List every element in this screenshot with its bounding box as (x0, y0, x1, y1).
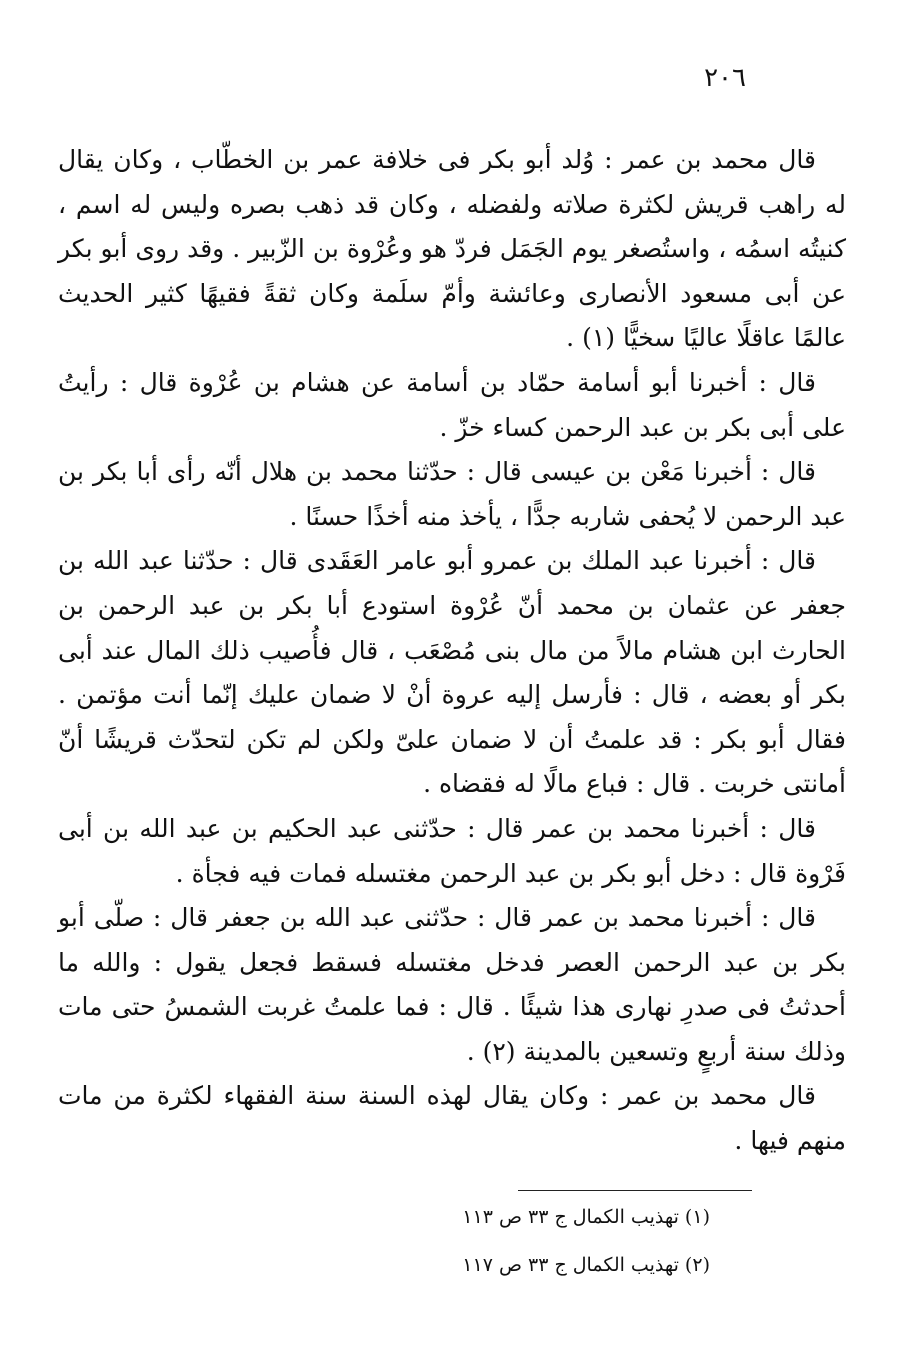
paragraph-6: قال : أخبرنا محمد بن عمر قال : حدّثنى عبد الله بن جعفر قال : صلّى أبو بكر بن عبد الرحمن العصر فدخل مغتسله فسقط فجعل يقول : والله ما أحدثتُ فى صدرِ نهارى هذا شيئًا . قال : فما علمتُ غربت الشمسُ حتى مات وذلك سنة أربعٍ وتسعين بالمدينة (٢) . (58, 903, 846, 1066)
paragraph-3: قال : أخبرنا مَعْن بن عيسى قال : حدّثنا محمد بن هلال أنّه رأى أبا بكر بن عبد الرحمن لا يُحفى شاربه جدًّا ، يأخذ منه أخذًا حسنًا . (58, 457, 846, 531)
page-number: ٢٠٦ (704, 63, 746, 93)
main-text (58, 138, 846, 1164)
paragraph-4: قال : أخبرنا عبد الملك بن عمرو أبو عامر العَقَدى قال : حدّثنا عبد الله بن جعفر عن عثمان بن محمد أنّ عُرْوة استودع أبا بكر بن عبد الرحمن بن الحارث ابن هشام مالاً من مال بنى مُصْعَب ، قال فأُصيب ذلك المال عند أبى بكر أو بعضه ، قال : فأرسل إليه عروة أنْ لا ضمان عليك إنّما أنت مؤتمن . فقال أبو بكر : قد علمتُ أن لا ضمان علىّ ولكن لم تكن لتحدّث قريشًا أنّ أمانتى خربت . قال : فباع مالًا له فقضاه . (58, 546, 847, 799)
paragraph-2: قال : أخبرنا أبو أسامة حمّاد بن أسامة عن هشام بن عُرْوة قال : رأيتُ على أبى بكر بن عبد الرحمن كساء خزّ . (58, 367, 846, 442)
footnote-1: (١) تهذيب الكمال ج ٣٣ ص ١١٣ (462, 1206, 710, 1228)
footnote-2: (٢) تهذيب الكمال ج ٣٣ ص ١١٧ (462, 1254, 710, 1276)
paragraph-5: قال : أخبرنا محمد بن عمر قال : حدّثنى عبد الحكيم بن عبد الله بن أبى فَرْوة قال : دخل أبو بكر بن عبد الرحمن مغتسله فمات فيه فجأة . (58, 813, 846, 888)
paragraph-7: قال محمد بن عمر : وكان يقال لهذه السنة سنة الفقهاء لكثرة من مات منهم فيها . (58, 1081, 846, 1156)
paragraph-1: قال محمد بن عمر : وُلد أبو بكر فى خلافة عمر بن الخطّاب ، وكان يقال له راهب قريش لكثرة صلاته ولفضله ، وكان قد ذهب بصره وليس له اسم ، كنيتُه اسمُه ، واستُصغر يوم الجَمَل فردّ هو وعُرْوة بن الزّبير . وقد روى أبو بكر عن أبى مسعود الأنصارى وعائشة وأمّ سلَمة وكان ثقةً فقيهًا كثير الحديث عالمًا عاقلًا عاليًا سخيًّا (١) . (58, 145, 846, 353)
footnote-divider (518, 1190, 752, 1191)
footnotes (380, 1202, 710, 1298)
